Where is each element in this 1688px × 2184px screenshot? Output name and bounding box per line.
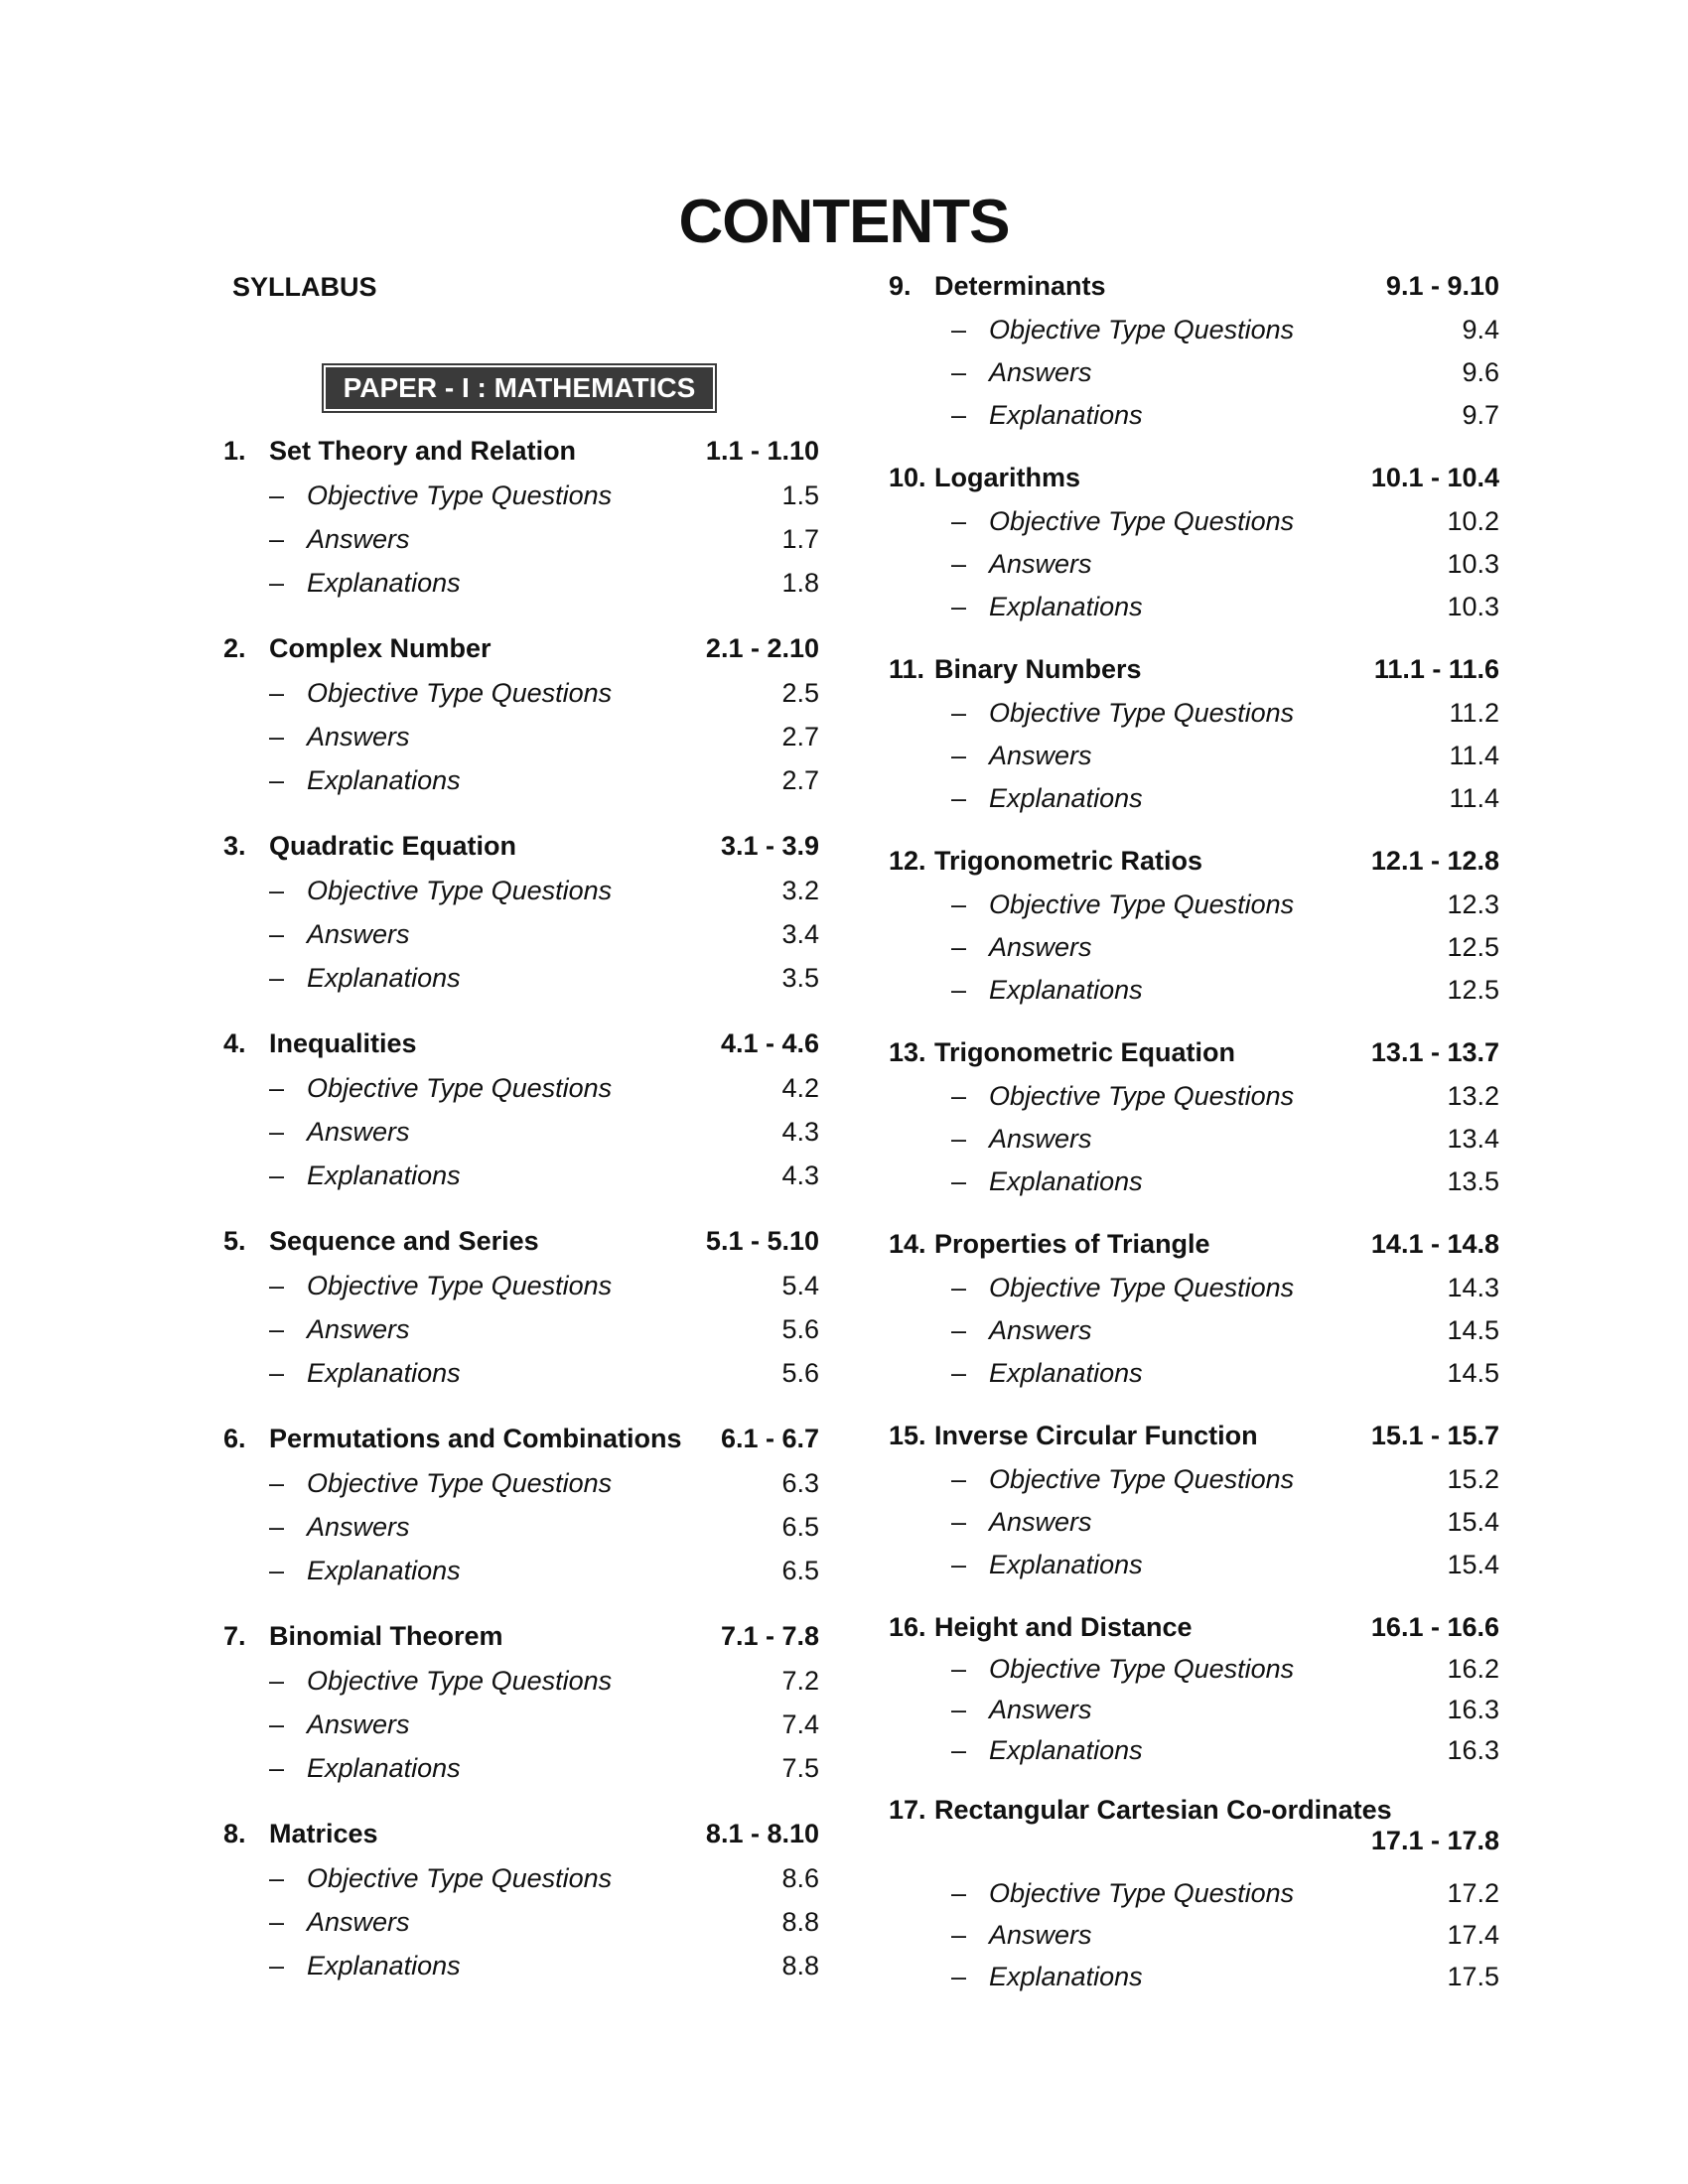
chapter-title: Height and Distance bbox=[934, 1612, 1193, 1642]
toc-subentry[interactable] bbox=[951, 782, 1499, 814]
subentry-page: 16.3 bbox=[1447, 1735, 1499, 1765]
subentry-page: 2.7 bbox=[781, 722, 819, 751]
chapter-title: Rectangular Cartesian Co-ordinates bbox=[934, 1795, 1392, 1825]
toc-chapter bbox=[223, 830, 819, 1027]
subentry-label: Explanations bbox=[307, 1753, 461, 1783]
chapter-number: 4. bbox=[223, 1028, 246, 1058]
toc-subentry[interactable] bbox=[269, 523, 819, 555]
chapter-number: 12. bbox=[889, 846, 926, 876]
toc-subentry[interactable] bbox=[951, 1506, 1499, 1538]
chapter-number: 10. bbox=[889, 463, 926, 492]
subentry-page: 6.5 bbox=[781, 1556, 819, 1585]
chapter-page-range: 5.1 - 5.10 bbox=[705, 1226, 819, 1256]
toc-subentry[interactable] bbox=[269, 721, 819, 752]
dash-bullet: – bbox=[951, 1507, 967, 1537]
toc-subentry[interactable] bbox=[951, 1463, 1499, 1495]
chapter-number: 2. bbox=[223, 633, 246, 663]
toc-chapter bbox=[889, 462, 1499, 653]
toc-chapter bbox=[889, 1794, 1499, 1991]
chapter-number: 15. bbox=[889, 1421, 926, 1450]
chapter-title: Permutations and Combinations bbox=[269, 1424, 682, 1453]
dash-bullet: – bbox=[951, 975, 967, 1005]
chapter-number: 11. bbox=[889, 654, 925, 684]
toc-subentry[interactable] bbox=[951, 697, 1499, 729]
dash-bullet: – bbox=[269, 1271, 285, 1300]
subentry-page: 16.3 bbox=[1447, 1695, 1499, 1724]
subentry-page: 12.5 bbox=[1447, 932, 1499, 962]
chapter-heading[interactable] bbox=[889, 653, 1499, 685]
chapter-number: 6. bbox=[223, 1424, 246, 1453]
subentry-page: 11.4 bbox=[1449, 741, 1499, 770]
subentry-page: 7.4 bbox=[781, 1709, 819, 1739]
chapter-number: 7. bbox=[223, 1621, 246, 1651]
subentry-page: 13.5 bbox=[1447, 1166, 1499, 1196]
dash-bullet: – bbox=[951, 1166, 967, 1196]
dash-bullet: – bbox=[951, 889, 967, 919]
dash-bullet: – bbox=[269, 1863, 285, 1893]
subentry-label: Objective Type Questions bbox=[989, 506, 1295, 536]
toc-subentry[interactable] bbox=[951, 314, 1499, 345]
subentry-page: 11.4 bbox=[1449, 783, 1499, 813]
subentry-label: Answers bbox=[989, 1124, 1092, 1154]
chapter-title: Quadratic Equation bbox=[269, 831, 517, 861]
subentry-page: 4.3 bbox=[781, 1160, 819, 1190]
dash-bullet: – bbox=[269, 1314, 285, 1344]
subentry-page: 15.4 bbox=[1447, 1550, 1499, 1579]
dash-bullet: – bbox=[269, 1160, 285, 1190]
dash-bullet: – bbox=[951, 400, 967, 430]
toc-subentry[interactable] bbox=[951, 1694, 1499, 1725]
chapter-heading[interactable] bbox=[889, 1228, 1499, 1260]
page-title: CONTENTS bbox=[678, 188, 1010, 256]
subentry-label: Objective Type Questions bbox=[989, 315, 1295, 344]
toc-subentry[interactable] bbox=[951, 505, 1499, 537]
subentry-label: Explanations bbox=[989, 1166, 1143, 1196]
dash-bullet: – bbox=[951, 1124, 967, 1154]
chapter-heading[interactable] bbox=[223, 1225, 819, 1257]
subentry-page: 5.4 bbox=[781, 1271, 819, 1300]
chapter-page-range: 3.1 - 3.9 bbox=[720, 831, 819, 861]
chapter-title: Complex Number bbox=[269, 633, 492, 663]
chapter-page-range: 4.1 - 4.6 bbox=[720, 1028, 819, 1058]
toc-subentry[interactable] bbox=[951, 974, 1499, 1006]
dash-bullet: – bbox=[951, 1735, 967, 1765]
toc-subentry[interactable] bbox=[951, 1919, 1499, 1951]
chapter-title: Binomial Theorem bbox=[269, 1621, 503, 1651]
toc-subentry[interactable] bbox=[269, 1072, 819, 1104]
subentry-page: 11.2 bbox=[1449, 698, 1499, 728]
dash-bullet: – bbox=[951, 1878, 967, 1908]
subentry-page: 13.4 bbox=[1447, 1124, 1499, 1154]
dash-bullet: – bbox=[951, 1358, 967, 1388]
toc-subentry[interactable] bbox=[269, 1270, 819, 1301]
subentry-page: 12.3 bbox=[1447, 889, 1499, 919]
dash-bullet: – bbox=[269, 678, 285, 708]
subentry-label: Answers bbox=[989, 1507, 1092, 1537]
toc-subentry[interactable] bbox=[951, 548, 1499, 580]
chapter-number: 13. bbox=[889, 1037, 926, 1067]
dash-bullet: – bbox=[951, 506, 967, 536]
chapter-page-range: 16.1 - 16.6 bbox=[1370, 1612, 1499, 1642]
toc-subentry[interactable] bbox=[269, 1160, 819, 1191]
chapter-title: Binary Numbers bbox=[934, 654, 1142, 684]
chapter-heading[interactable] bbox=[223, 830, 819, 862]
chapter-page-range: 8.1 - 8.10 bbox=[705, 1819, 819, 1848]
dash-bullet: – bbox=[269, 1907, 285, 1937]
subentry-label: Explanations bbox=[989, 592, 1143, 621]
toc-subentry[interactable] bbox=[951, 399, 1499, 431]
dash-bullet: – bbox=[951, 1654, 967, 1684]
subentry-label: Answers bbox=[307, 1117, 410, 1147]
toc-subentry[interactable] bbox=[951, 1961, 1499, 1992]
chapter-heading[interactable] bbox=[223, 632, 819, 664]
chapter-title: Properties of Triangle bbox=[934, 1229, 1210, 1259]
subentry-label: Answers bbox=[989, 549, 1092, 579]
toc-subentry[interactable] bbox=[269, 1862, 819, 1894]
toc-chapter bbox=[223, 1423, 819, 1620]
subentry-page: 1.8 bbox=[781, 568, 819, 598]
chapter-heading[interactable] bbox=[889, 1794, 1499, 1855]
chapter-title: Trigonometric Ratios bbox=[934, 846, 1203, 876]
chapter-page-range: 12.1 - 12.8 bbox=[1370, 846, 1499, 876]
subentry-page: 6.5 bbox=[781, 1512, 819, 1542]
chapter-page-range: 17.1 - 17.8 bbox=[1370, 1826, 1499, 1855]
subentry-label: Answers bbox=[307, 1314, 410, 1344]
toc-subentry[interactable] bbox=[269, 1467, 819, 1499]
subentry-label: Objective Type Questions bbox=[989, 1273, 1295, 1302]
subentry-page: 13.2 bbox=[1447, 1081, 1499, 1111]
chapter-number: 17. bbox=[889, 1795, 926, 1825]
toc-subentry[interactable] bbox=[951, 1165, 1499, 1197]
subentry-page: 1.5 bbox=[781, 480, 819, 510]
dash-bullet: – bbox=[951, 1920, 967, 1950]
dash-bullet: – bbox=[269, 1512, 285, 1542]
dash-bullet: – bbox=[269, 1117, 285, 1147]
subentry-page: 1.7 bbox=[781, 524, 819, 554]
subentry-label: Objective Type Questions bbox=[989, 1464, 1295, 1494]
dash-bullet: – bbox=[269, 919, 285, 949]
subentry-label: Explanations bbox=[989, 1735, 1143, 1765]
subentry-page: 16.2 bbox=[1447, 1654, 1499, 1684]
subentry-page: 10.2 bbox=[1447, 506, 1499, 536]
toc-subentry[interactable] bbox=[269, 479, 819, 511]
toc-subentry[interactable] bbox=[269, 1906, 819, 1938]
subentry-page: 14.3 bbox=[1447, 1273, 1499, 1302]
subentry-page: 3.2 bbox=[781, 876, 819, 905]
subentry-page: 10.3 bbox=[1447, 549, 1499, 579]
dash-bullet: – bbox=[951, 1273, 967, 1302]
subentry-label: Explanations bbox=[307, 765, 461, 795]
toc-chapter bbox=[889, 1611, 1499, 1794]
dash-bullet: – bbox=[951, 1464, 967, 1494]
chapter-page-range: 2.1 - 2.10 bbox=[705, 633, 819, 663]
chapter-title: Sequence and Series bbox=[269, 1226, 539, 1256]
dash-bullet: – bbox=[269, 1951, 285, 1980]
chapter-number: 8. bbox=[223, 1819, 246, 1848]
chapter-heading[interactable] bbox=[223, 435, 819, 467]
toc-subentry[interactable] bbox=[269, 1665, 819, 1697]
subentry-page: 14.5 bbox=[1447, 1358, 1499, 1388]
subentry-label: Answers bbox=[989, 741, 1092, 770]
toc-subentry[interactable] bbox=[951, 1653, 1499, 1685]
dash-bullet: – bbox=[269, 963, 285, 993]
chapter-heading[interactable] bbox=[223, 1027, 819, 1059]
subentry-page: 12.5 bbox=[1447, 975, 1499, 1005]
toc-subentry[interactable] bbox=[269, 962, 819, 994]
subentry-label: Objective Type Questions bbox=[989, 1878, 1295, 1908]
dash-bullet: – bbox=[951, 592, 967, 621]
subentry-page: 2.5 bbox=[781, 678, 819, 708]
subentry-label: Answers bbox=[989, 357, 1092, 387]
subentry-label: Explanations bbox=[989, 400, 1143, 430]
chapter-heading[interactable] bbox=[889, 462, 1499, 493]
toc-subentry[interactable] bbox=[951, 356, 1499, 388]
dash-bullet: – bbox=[269, 1073, 285, 1103]
subentry-label: Explanations bbox=[307, 1160, 461, 1190]
subentry-label: Objective Type Questions bbox=[307, 1666, 613, 1696]
subentry-label: Answers bbox=[989, 932, 1092, 962]
subentry-page: 15.2 bbox=[1447, 1464, 1499, 1494]
subentry-label: Explanations bbox=[989, 783, 1143, 813]
chapter-number: 5. bbox=[223, 1226, 246, 1256]
toc-chapter bbox=[889, 1228, 1499, 1420]
subentry-page: 8.6 bbox=[781, 1863, 819, 1893]
subentry-label: Objective Type Questions bbox=[307, 1073, 613, 1103]
toc-subentry[interactable] bbox=[269, 764, 819, 796]
chapter-heading[interactable] bbox=[223, 1620, 819, 1652]
chapter-number: 14. bbox=[889, 1229, 926, 1259]
subentry-page: 6.3 bbox=[781, 1468, 819, 1498]
toc-subentry[interactable] bbox=[269, 1950, 819, 1981]
subentry-page: 8.8 bbox=[781, 1907, 819, 1937]
subentry-label: Answers bbox=[307, 722, 410, 751]
dash-bullet: – bbox=[269, 568, 285, 598]
chapter-title: Set Theory and Relation bbox=[269, 436, 577, 466]
toc-subentry[interactable] bbox=[951, 1314, 1499, 1346]
dash-bullet: – bbox=[269, 480, 285, 510]
dash-bullet: – bbox=[269, 524, 285, 554]
toc-chapter bbox=[223, 1027, 819, 1225]
toc-subentry[interactable] bbox=[951, 1272, 1499, 1303]
subentry-label: Objective Type Questions bbox=[307, 678, 613, 708]
toc-subentry[interactable] bbox=[269, 1708, 819, 1740]
chapter-title: Determinants bbox=[934, 271, 1106, 301]
subentry-label: Objective Type Questions bbox=[989, 1654, 1295, 1684]
subentry-label: Answers bbox=[989, 1315, 1092, 1345]
dash-bullet: – bbox=[269, 1666, 285, 1696]
toc-chapter bbox=[889, 1420, 1499, 1611]
toc-chapter bbox=[889, 653, 1499, 845]
toc-chapter bbox=[223, 1818, 819, 2015]
subentry-label: Explanations bbox=[307, 1556, 461, 1585]
subentry-label: Objective Type Questions bbox=[307, 876, 613, 905]
dash-bullet: – bbox=[951, 549, 967, 579]
chapter-heading[interactable] bbox=[223, 1423, 819, 1454]
dash-bullet: – bbox=[951, 741, 967, 770]
subentry-label: Objective Type Questions bbox=[307, 1863, 613, 1893]
toc-subentry[interactable] bbox=[269, 1313, 819, 1345]
subentry-label: Explanations bbox=[989, 1962, 1143, 1991]
chapter-page-range: 9.1 - 9.10 bbox=[1385, 271, 1499, 301]
subentry-label: Explanations bbox=[989, 1550, 1143, 1579]
subentry-page: 4.2 bbox=[781, 1073, 819, 1103]
subentry-page: 5.6 bbox=[781, 1314, 819, 1344]
subentry-page: 10.3 bbox=[1447, 592, 1499, 621]
chapter-page-range: 13.1 - 13.7 bbox=[1370, 1037, 1499, 1067]
dash-bullet: – bbox=[951, 315, 967, 344]
chapter-page-range: 10.1 - 10.4 bbox=[1370, 463, 1499, 492]
subentry-label: Explanations bbox=[307, 1951, 461, 1980]
subentry-page: 17.5 bbox=[1447, 1962, 1499, 1991]
toc-subentry[interactable] bbox=[951, 1123, 1499, 1155]
chapter-title: Inverse Circular Function bbox=[934, 1421, 1258, 1450]
subentry-label: Objective Type Questions bbox=[989, 1081, 1295, 1111]
dash-bullet: – bbox=[951, 1550, 967, 1579]
toc-subentry[interactable] bbox=[269, 918, 819, 950]
subentry-label: Objective Type Questions bbox=[989, 698, 1295, 728]
subentry-label: Explanations bbox=[989, 1358, 1143, 1388]
toc-subentry[interactable] bbox=[269, 1555, 819, 1586]
chapter-page-range: 11.1 - 11.6 bbox=[1373, 654, 1499, 684]
dash-bullet: – bbox=[269, 1556, 285, 1585]
dash-bullet: – bbox=[269, 1468, 285, 1498]
toc-subentry[interactable] bbox=[269, 875, 819, 906]
subentry-label: Answers bbox=[307, 1709, 410, 1739]
chapter-heading[interactable] bbox=[889, 1611, 1499, 1643]
toc-chapter bbox=[889, 845, 1499, 1036]
toc-chapter bbox=[889, 270, 1499, 462]
subentry-page: 3.5 bbox=[781, 963, 819, 993]
subentry-page: 4.3 bbox=[781, 1117, 819, 1147]
toc-chapter bbox=[223, 435, 819, 632]
subentry-page: 15.4 bbox=[1447, 1507, 1499, 1537]
chapter-number: 9. bbox=[889, 271, 912, 301]
subentry-page: 14.5 bbox=[1447, 1315, 1499, 1345]
toc-subentry[interactable] bbox=[269, 1752, 819, 1784]
toc-subentry[interactable] bbox=[269, 677, 819, 709]
subentry-page: 7.5 bbox=[781, 1753, 819, 1783]
subentry-label: Answers bbox=[989, 1695, 1092, 1724]
subentry-page: 9.4 bbox=[1462, 315, 1499, 344]
chapter-heading[interactable] bbox=[889, 270, 1499, 302]
dash-bullet: – bbox=[951, 1962, 967, 1991]
toc-subentry[interactable] bbox=[269, 1357, 819, 1389]
toc-subentry[interactable] bbox=[269, 1511, 819, 1543]
subentry-label: Answers bbox=[307, 1907, 410, 1937]
dash-bullet: – bbox=[269, 1709, 285, 1739]
toc-chapter bbox=[889, 1036, 1499, 1228]
dash-bullet: – bbox=[269, 1753, 285, 1783]
subentry-label: Objective Type Questions bbox=[307, 1271, 613, 1300]
chapter-page-range: 15.1 - 15.7 bbox=[1370, 1421, 1499, 1450]
dash-bullet: – bbox=[951, 1081, 967, 1111]
chapter-page-range: 14.1 - 14.8 bbox=[1370, 1229, 1499, 1259]
subentry-page: 17.2 bbox=[1447, 1878, 1499, 1908]
chapter-page-range: 7.1 - 7.8 bbox=[720, 1621, 819, 1651]
dash-bullet: – bbox=[269, 765, 285, 795]
toc-subentry[interactable] bbox=[951, 931, 1499, 963]
subentry-label: Answers bbox=[307, 524, 410, 554]
chapter-title: Matrices bbox=[269, 1819, 378, 1848]
dash-bullet: – bbox=[269, 1358, 285, 1388]
chapter-page-range: 1.1 - 1.10 bbox=[705, 436, 819, 466]
toc-subentry[interactable] bbox=[269, 1116, 819, 1148]
subentry-label: Objective Type Questions bbox=[307, 1468, 613, 1498]
subentry-label: Answers bbox=[307, 1512, 410, 1542]
toc-subentry[interactable] bbox=[951, 740, 1499, 771]
subentry-page: 2.7 bbox=[781, 765, 819, 795]
toc-chapter bbox=[223, 632, 819, 830]
dash-bullet: – bbox=[269, 722, 285, 751]
syllabus-link[interactable]: SYLLABUS bbox=[232, 272, 377, 302]
contents-column-left bbox=[223, 435, 819, 2015]
contents-column-right bbox=[889, 270, 1499, 1991]
toc-subentry[interactable] bbox=[269, 567, 819, 599]
toc-subentry[interactable] bbox=[951, 1357, 1499, 1389]
subentry-label: Answers bbox=[307, 919, 410, 949]
toc-subentry[interactable] bbox=[951, 888, 1499, 920]
dash-bullet: – bbox=[951, 783, 967, 813]
subentry-label: Explanations bbox=[989, 975, 1143, 1005]
dash-bullet: – bbox=[951, 932, 967, 962]
chapter-title: Inequalities bbox=[269, 1028, 417, 1058]
toc-subentry[interactable] bbox=[951, 1080, 1499, 1112]
paper-banner: PAPER - I : MATHEMATICS bbox=[326, 367, 713, 409]
dash-bullet: – bbox=[951, 1315, 967, 1345]
subentry-page: 17.4 bbox=[1447, 1920, 1499, 1950]
toc-subentry[interactable] bbox=[951, 1734, 1499, 1766]
chapter-title: Trigonometric Equation bbox=[934, 1037, 1236, 1067]
chapter-heading[interactable] bbox=[889, 1420, 1499, 1451]
subentry-label: Objective Type Questions bbox=[307, 480, 613, 510]
dash-bullet: – bbox=[951, 1695, 967, 1724]
dash-bullet: – bbox=[951, 698, 967, 728]
subentry-page: 9.7 bbox=[1462, 400, 1499, 430]
subentry-label: Objective Type Questions bbox=[989, 889, 1295, 919]
toc-chapter bbox=[223, 1225, 819, 1423]
subentry-label: Answers bbox=[989, 1920, 1092, 1950]
toc-subentry[interactable] bbox=[951, 591, 1499, 622]
subentry-label: Explanations bbox=[307, 568, 461, 598]
toc-subentry[interactable] bbox=[951, 1877, 1499, 1909]
chapter-number: 3. bbox=[223, 831, 246, 861]
chapter-title: Logarithms bbox=[934, 463, 1081, 492]
chapter-heading[interactable] bbox=[889, 1036, 1499, 1068]
subentry-page: 9.6 bbox=[1462, 357, 1499, 387]
chapter-number: 16. bbox=[889, 1612, 926, 1642]
chapter-heading[interactable] bbox=[223, 1818, 819, 1849]
chapter-heading[interactable] bbox=[889, 845, 1499, 877]
toc-subentry[interactable] bbox=[951, 1549, 1499, 1580]
chapter-number: 1. bbox=[223, 436, 246, 466]
dash-bullet: – bbox=[269, 876, 285, 905]
subentry-label: Explanations bbox=[307, 1358, 461, 1388]
subentry-page: 8.8 bbox=[781, 1951, 819, 1980]
subentry-page: 5.6 bbox=[781, 1358, 819, 1388]
chapter-page-range: 6.1 - 6.7 bbox=[720, 1424, 819, 1453]
subentry-page: 7.2 bbox=[781, 1666, 819, 1696]
subentry-page: 3.4 bbox=[781, 919, 819, 949]
dash-bullet: – bbox=[951, 357, 967, 387]
toc-chapter bbox=[223, 1620, 819, 1818]
subentry-label: Explanations bbox=[307, 963, 461, 993]
